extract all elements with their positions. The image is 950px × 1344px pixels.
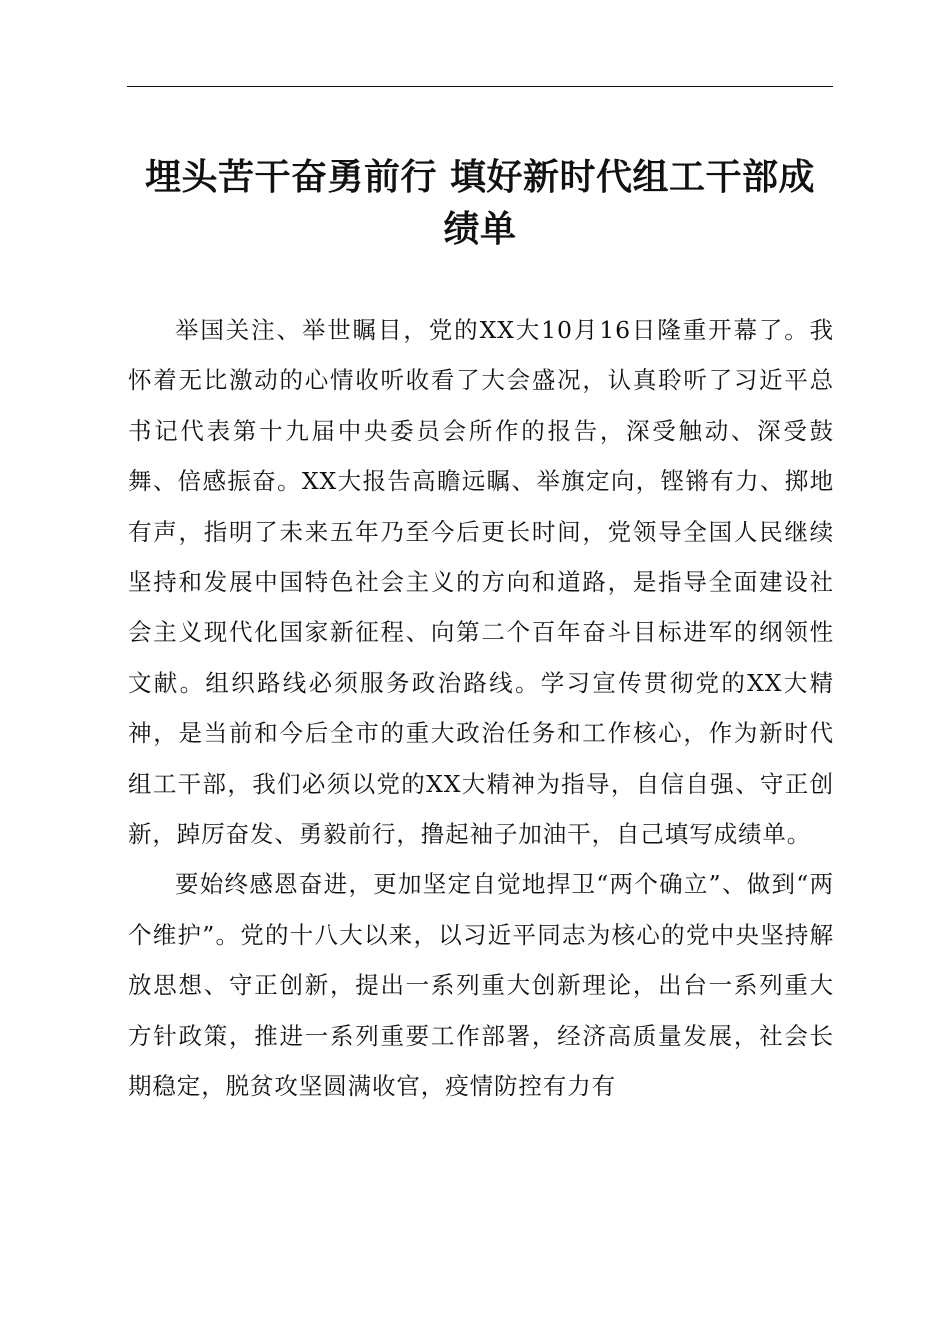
document-body: [128, 305, 834, 1112]
document-title: 埋头苦干奋勇前行 填好新时代组工干部成绩单: [144, 157, 816, 250]
paragraph-2: 要始终感恩奋进，更加坚定自觉地捍卫“两个确立”、做到“两个维护”。党的十八大以来，以习近平同志为核心的党中央坚持解放思想、守正创新，提出一系列重大创新理论，出台一系列重大方针政策，推进一系列重要工作部署，经济高质量发展，社会长期稳定，脱贫攻坚圆满收官，疫情防控有力有: [128, 870, 834, 1101]
header-rule: [127, 86, 833, 87]
paragraph-1: 举国关注、举世瞩目，党的XX大10月16日隆重开幕了。我怀着无比激动的心情收听收看了大会盛况，认真聆听了习近平总书记代表第十九届中央委员会所作的报告，深受触动、深受鼓舞、倍感振奋。XX大报告高瞻远瞩、举旗定向，铿锵有力、掷地有声，指明了未来五年乃至今后更长时间，党领导全国人民继续坚持和发展中国特色社会主义的方向和道路，是指导全面建设社会主义现代化国家新征程、向第二个百年奋斗目标进军的纲领性文献。组织路线必须服务政治路线。学习宣传贯彻党的XX大精神，是当前和今后全市的重大政治任务和工作核心，作为新时代组工干部，我们必须以党的XX大精神为指导，自信自强、守正创新，踔厉奋发、勇毅前行，撸起袖子加油干，自己填写成绩单。: [128, 316, 834, 849]
